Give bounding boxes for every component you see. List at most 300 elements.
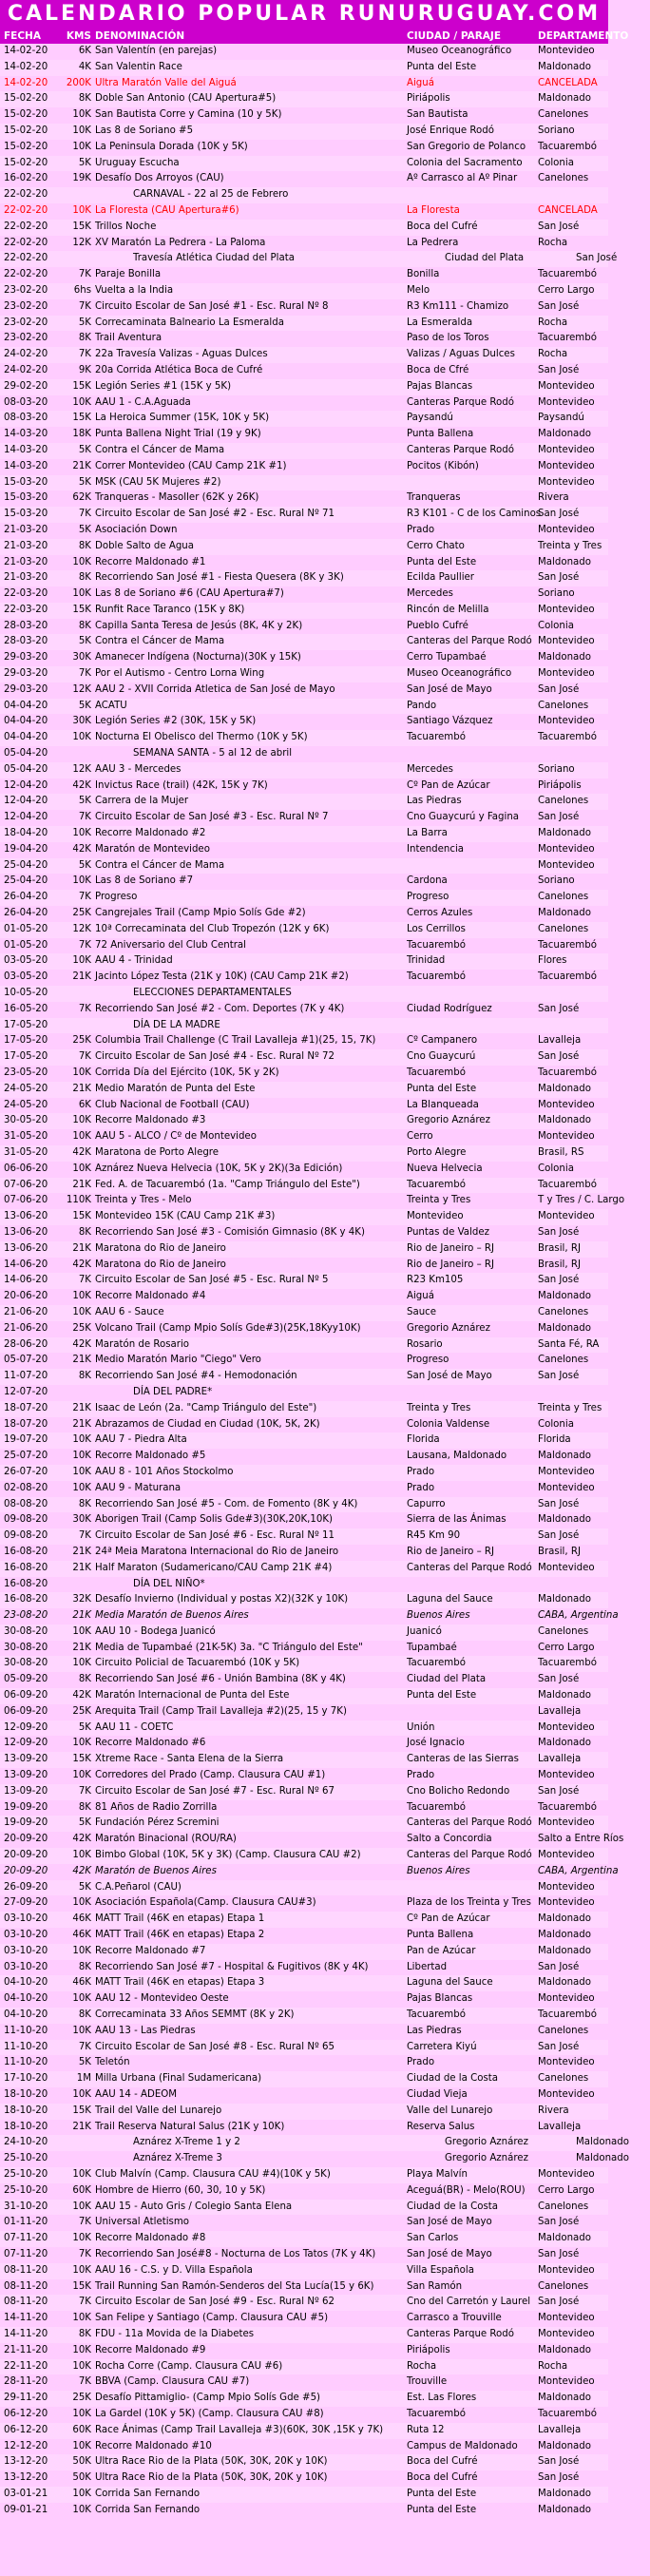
event-km: 10K <box>72 1131 91 1143</box>
event-km: 5K <box>78 636 91 647</box>
event-dept: Montevideo <box>538 604 595 615</box>
event-date: 11-10-20 <box>4 2041 48 2052</box>
event-km: 6K <box>78 46 91 56</box>
event-dept: Maldonado <box>538 1451 591 1462</box>
event-km: 10K <box>72 1306 91 1317</box>
table-row <box>0 970 608 986</box>
event-place: Boca del Cufré <box>407 2456 478 2468</box>
event-dept: Montevideo <box>538 1131 595 1143</box>
event-place: San José de Mayo <box>407 2248 492 2259</box>
event-dept: Canelones <box>538 1625 589 1637</box>
table-row <box>0 2151 629 2167</box>
event-date: 31-05-20 <box>4 1146 48 1158</box>
table-row <box>0 124 608 140</box>
event-dept <box>576 1385 650 1401</box>
event-km: 10K <box>72 2313 91 2324</box>
event-dept: T y Tres / C. Largo <box>538 1195 625 1206</box>
table-row <box>0 1688 608 1704</box>
event-place: Cno Bolicho Redondo <box>407 1785 510 1797</box>
event-date: 03-01-21 <box>4 2488 48 2499</box>
event-date: 24-10-20 <box>4 2137 48 2148</box>
event-dept: Rocha <box>538 2360 568 2372</box>
event-place: José Enrique Rodó <box>407 125 494 136</box>
event-dept: Rocha <box>538 237 568 248</box>
event-name: Doble Salto de Agua <box>95 540 194 551</box>
event-km: 12K <box>72 237 91 248</box>
event-date: 07-06-20 <box>4 1195 48 1206</box>
event-date: 06-12-20 <box>4 2408 48 2419</box>
event-place: Tupambaé <box>407 1642 457 1653</box>
event-name: DÍA DEL PADRE* <box>133 1386 213 1397</box>
event-km: 8K <box>78 1226 91 1238</box>
event-dept: Montevideo <box>538 1482 595 1493</box>
event-km: 7K <box>78 939 91 951</box>
event-place: Cerro Chato <box>407 540 465 551</box>
event-name: DÍA DEL NIÑO* <box>133 1578 205 1589</box>
event-dept: Florida <box>538 1434 571 1446</box>
table-row <box>0 1864 619 1880</box>
event-km: 10K <box>72 1067 91 1078</box>
event-place: Punta del Este <box>407 556 477 567</box>
event-name: CARNAVAL - 22 al 25 de Febrero <box>133 189 289 201</box>
event-dept: San José <box>538 2297 580 2308</box>
event-name: ELECCIONES DEPARTAMENTALES <box>133 988 292 999</box>
event-name: Nocturna El Obelisco del Thermo (10K y 5K) <box>95 732 308 743</box>
event-dept: Maldonado <box>538 1083 591 1094</box>
event-place: Tacuarembó <box>407 732 466 743</box>
event-place: Piriápolis <box>407 93 450 105</box>
event-place: San José de Mayo <box>407 683 492 695</box>
table-row <box>0 443 608 459</box>
table-row <box>0 2407 608 2423</box>
event-km: 21K <box>72 1242 91 1254</box>
event-name: Maratón de Rosario <box>95 1338 190 1350</box>
event-place: Buenos Aires <box>407 1865 470 1876</box>
event-name: Progreso <box>95 892 138 903</box>
event-dept: Canelones <box>538 923 589 934</box>
event-place: Prado <box>407 524 435 535</box>
event-dept: Canelones <box>538 2025 589 2036</box>
table-row <box>0 1672 608 1688</box>
event-place: Buenos Aires <box>407 1610 470 1622</box>
event-date: 18-10-20 <box>4 2089 48 2100</box>
event-name: AAU 1 - C.A.Aguada <box>95 396 191 408</box>
event-place: Colonia Valdense <box>407 1418 490 1430</box>
event-place: Valizas / Aguas Dulces <box>407 349 515 360</box>
event-name: C.A.Peñarol (CAU) <box>95 1881 182 1893</box>
event-name: 24ª Meia Maratona Internacional do Rio de Janeiro <box>95 1546 339 1557</box>
event-dept: Brasil, RS <box>538 1146 584 1158</box>
table-row <box>0 331 608 347</box>
table-row <box>0 187 608 203</box>
event-date: 22-02-20 <box>4 253 48 264</box>
event-dept: Montevideo <box>538 2264 595 2276</box>
table-row <box>0 395 608 412</box>
event-km: 60K <box>72 2184 91 2196</box>
event-place: La Blanqueada <box>407 1099 479 1110</box>
table-row <box>0 507 608 523</box>
event-date: 13-09-20 <box>4 1754 48 1765</box>
table-row <box>0 2071 608 2087</box>
event-dept: Rocha <box>538 349 568 360</box>
event-date: 29-11-20 <box>4 2393 48 2404</box>
table-row <box>0 459 608 475</box>
event-km: 8K <box>78 540 91 551</box>
event-km: 5K <box>78 476 91 488</box>
event-name: AAU 9 - Maturana <box>95 1482 182 1493</box>
event-dept: Montevideo <box>538 524 595 535</box>
event-date: 25-04-20 <box>4 859 48 871</box>
table-row <box>0 1178 608 1194</box>
event-place: Est. Las Flores <box>407 2393 477 2404</box>
event-km: 30K <box>72 1514 91 1526</box>
table-row <box>0 107 608 124</box>
event-km: 6hs <box>73 284 91 296</box>
event-km: 10K <box>72 2264 91 2276</box>
event-dept: Montevideo <box>538 1897 595 1909</box>
table-row <box>0 2454 608 2470</box>
event-place: Laguna del Sauce <box>407 1977 493 1989</box>
event-name: Circuito Escolar de San José #5 - Esc. Rural Nº 5 <box>95 1275 329 1286</box>
table-row <box>0 2487 608 2503</box>
event-name: Circuito Escolar de San José #7 - Esc. Rural Nº 67 <box>95 1785 335 1797</box>
event-dept <box>576 986 650 1002</box>
event-name: Las 8 de Soriano #7 <box>95 875 194 887</box>
event-place: Canteras Parque Rodó <box>407 396 514 408</box>
event-name: Punta Ballena Night Trial (19 y 9K) <box>95 429 261 440</box>
event-name: Fundación Pérez Scremini <box>95 1817 220 1829</box>
event-dept: San José <box>538 2248 580 2259</box>
event-date: 15-03-20 <box>4 476 48 488</box>
event-place: Cno Guaycurú <box>407 1051 476 1063</box>
event-date: 14-03-20 <box>4 460 48 471</box>
event-dept: San José <box>538 1498 580 1509</box>
event-name: San Felipe y Santiago (Camp. Clausura CAU #5) <box>95 2313 329 2324</box>
event-name: Circuito Escolar de San José #8 - Esc. Rural Nº 65 <box>95 2041 335 2052</box>
event-km: 19K <box>72 173 91 184</box>
event-date: 24-02-20 <box>4 364 48 375</box>
event-date: 08-11-20 <box>4 2264 48 2276</box>
event-km: 42K <box>72 1690 91 1701</box>
table-row <box>0 810 608 826</box>
table-row <box>0 299 608 316</box>
event-km <box>53 2135 95 2151</box>
event-km: 6K <box>78 1099 91 1110</box>
event-km: 62K <box>72 492 91 504</box>
event-name: Recorre Maldonado #2 <box>95 828 206 839</box>
event-dept: Cerro Largo <box>538 2184 595 2196</box>
event-km: 21K <box>72 1179 91 1190</box>
event-name: La Floresta (CAU Apertura#6) <box>95 204 239 216</box>
table-row <box>0 2391 608 2407</box>
event-date: 13-09-20 <box>4 1785 48 1797</box>
table-row <box>0 2008 608 2024</box>
event-dept: Montevideo <box>538 843 595 855</box>
event-name: Trail del Valle del Lunarejo <box>95 2105 222 2116</box>
event-dept: Montevideo <box>538 1993 595 2005</box>
event-km: 8K <box>78 620 91 631</box>
event-date: 14-11-20 <box>4 2313 48 2324</box>
event-name: Correcaminata Balneario La Esmeralda <box>95 317 284 328</box>
event-km: 10K <box>72 1993 91 2005</box>
event-place: Rincón de Melilla <box>407 604 489 615</box>
event-date: 14-02-20 <box>4 46 48 56</box>
table-row <box>0 203 608 220</box>
event-place: Aiguá <box>407 77 434 88</box>
event-date: 12-04-20 <box>4 779 48 791</box>
event-date: 23-02-20 <box>4 333 48 344</box>
event-place: Progreso <box>407 1355 449 1366</box>
event-name: DÍA DE LA MADRE <box>133 1019 220 1030</box>
event-place: Unión <box>407 1721 435 1733</box>
event-km: 5K <box>78 796 91 807</box>
event-date: 25-04-20 <box>4 875 48 887</box>
event-date: 25-10-20 <box>4 2184 48 2196</box>
event-name: Aborigen Trail (Camp Solis Gde#3)(30K,20K,10K) <box>95 1514 334 1526</box>
event-name: AAU 2 - XVII Corrida Atletica de San José de Mayo <box>95 683 335 695</box>
table-row <box>0 2279 608 2296</box>
event-place: Tacuarembó <box>407 939 466 951</box>
event-name: Maratona do Rio de Janeiro <box>95 1242 226 1254</box>
event-place: Tacuarembó <box>407 2009 466 2021</box>
event-name: San Valentin Race <box>95 61 182 72</box>
event-date: 14-11-20 <box>4 2328 48 2339</box>
event-name: Hombre de Hierro (60, 30, 10 y 5K) <box>95 2184 266 2196</box>
event-place: Canteras del Parque Rodó <box>407 636 532 647</box>
event-km: 8K <box>78 1961 91 1972</box>
event-dept: Maldonado <box>538 1115 591 1126</box>
event-date: 22-03-20 <box>4 604 48 615</box>
event-km: 25K <box>72 908 91 919</box>
event-dept: Santa Fé, RA <box>538 1338 600 1350</box>
table-row <box>0 1066 608 1082</box>
table-row <box>0 634 608 650</box>
event-name: Legión Series #1 (15K y 5K) <box>95 380 232 392</box>
event-date: 15-03-20 <box>4 492 48 504</box>
event-name: Recorriendo San José #4 - Hemodonación <box>95 1371 297 1382</box>
event-place: Plaza de los Treinta y Tres <box>407 1897 531 1909</box>
event-date: 03-10-20 <box>4 1961 48 1972</box>
table-row <box>0 1975 608 1991</box>
event-name: Maratona do Rio de Janeiro <box>95 1259 226 1270</box>
event-date: 25-07-20 <box>4 1451 48 1462</box>
table-row <box>0 1465 608 1481</box>
event-dept: San José <box>576 253 618 264</box>
event-place: Punta del Este <box>407 61 477 72</box>
table-row <box>0 1768 608 1784</box>
event-place <box>445 1385 576 1401</box>
event-place: Canteras Parque Rodó <box>407 2328 514 2339</box>
event-name: Carrera de la Mujer <box>95 796 189 807</box>
table-row <box>0 1049 608 1066</box>
table-row <box>0 2247 608 2263</box>
event-dept: Montevideo <box>538 2313 595 2324</box>
event-date: 21-06-20 <box>4 1322 48 1334</box>
event-dept: Maldonado <box>538 1738 591 1749</box>
event-dept: San José <box>538 221 580 232</box>
event-dept: San José <box>538 812 580 823</box>
event-place: Trouville <box>407 2376 448 2388</box>
event-name: Maratón de Montevideo <box>95 843 210 855</box>
table-row <box>0 1848 608 1864</box>
event-name: AAU 8 - 101 Años Stockolmo <box>95 1466 234 1477</box>
event-km: 5K <box>78 700 91 711</box>
event-dept: Soriano <box>538 763 575 775</box>
event-place: Boca del Cufré <box>407 2472 478 2484</box>
event-km: 10K <box>72 2488 91 2499</box>
event-date: 07-11-20 <box>4 2248 48 2259</box>
event-place: Capurro <box>407 1498 446 1509</box>
table-row <box>0 76 608 92</box>
event-km <box>53 986 95 1002</box>
event-dept: Montevideo <box>538 716 595 727</box>
table-row <box>0 267 608 283</box>
event-place: Canteras del Parque Rodó <box>407 1850 532 1861</box>
event-date: 28-03-20 <box>4 620 48 631</box>
event-dept: Brasil, RJ <box>538 1546 581 1557</box>
event-km: 7K <box>78 668 91 680</box>
event-name: La Peninsula Dorada (10K y 5K) <box>95 141 248 152</box>
table-row <box>0 1528 608 1545</box>
event-place: San Carlos <box>407 2233 459 2244</box>
event-km: 7K <box>78 269 91 280</box>
event-name: Half Maraton (Sudamericano/CAU Camp 21K #4) <box>95 1562 333 1573</box>
event-date: 05-04-20 <box>4 763 48 775</box>
event-dept: Lavalleja <box>538 1035 582 1047</box>
event-km: 15K <box>72 2105 91 2116</box>
event-km: 10K <box>72 732 91 743</box>
table-row <box>0 1832 624 1848</box>
event-km: 12K <box>72 763 91 775</box>
event-place: Ciudad Rodríguez <box>407 1003 492 1014</box>
event-date: 15-02-20 <box>4 141 48 152</box>
event-date: 18-07-20 <box>4 1418 48 1430</box>
event-name: Media de Tupambaé (21K-5K) 3a. "C Triángulo del Este" <box>95 1642 363 1653</box>
event-dept <box>576 746 650 762</box>
table-row <box>0 1497 608 1513</box>
event-dept: Tacuarembó <box>538 1658 597 1669</box>
event-dept: Tacuarembó <box>538 2408 597 2419</box>
event-km: 46K <box>72 1930 91 1941</box>
event-date: 28-03-20 <box>4 636 48 647</box>
event-km: 42K <box>72 1146 91 1158</box>
event-km: 21K <box>72 1402 91 1413</box>
event-km: 10K <box>72 2504 91 2515</box>
table-row <box>0 1577 608 1593</box>
event-date: 11-10-20 <box>4 2025 48 2036</box>
event-place: Aceguá(BR) - Melo(ROU) <box>407 2184 526 2196</box>
event-name: BBVA (Camp. Clausura CAU #7) <box>95 2376 250 2388</box>
event-name: Recorre Maldonado #7 <box>95 1945 206 1956</box>
event-place: Playa Malvín <box>407 2168 468 2180</box>
event-dept: San José <box>538 1530 580 1542</box>
event-place: R45 Km 90 <box>407 1530 461 1542</box>
table-row <box>0 44 608 60</box>
event-dept: Montevideo <box>538 1099 595 1110</box>
event-km: 42K <box>72 1338 91 1350</box>
event-name: Maratón de Buenos Aires <box>95 1865 217 1876</box>
event-date: 13-12-20 <box>4 2456 48 2468</box>
event-km: 42K <box>72 1834 91 1845</box>
event-date: 13-06-20 <box>4 1211 48 1222</box>
event-date: 15-02-20 <box>4 109 48 121</box>
event-name: Correr Montevideo (CAU Camp 21K #1) <box>95 460 287 471</box>
event-name: Correcaminata 33 Años SEMMT (8K y 2K) <box>95 2009 295 2021</box>
event-place: Salto a Concordia <box>407 1834 492 1845</box>
table-row <box>0 1912 608 1928</box>
event-km: 5K <box>78 1881 91 1893</box>
event-name: Recorriendo San José #7 - Hospital & Fugitivos (8K y 4K) <box>95 1961 369 1972</box>
table-row <box>0 1225 608 1241</box>
event-km: 15K <box>72 221 91 232</box>
event-name: Corrida Día del Ejército (10K, 5K y 2K) <box>95 1067 279 1078</box>
event-km: 110K <box>66 1195 91 1206</box>
event-km: 5K <box>78 1817 91 1829</box>
event-place: Gregorio Aznárez <box>445 2137 528 2148</box>
table-row <box>0 60 608 76</box>
event-place: R3 Km111 - Chamizo <box>407 300 509 312</box>
event-name: Trail Aventura <box>95 333 162 344</box>
event-dept: Maldonado <box>538 1977 591 1989</box>
event-name: 10ª Correcaminata del Club Tropezón (12K y 6K) <box>95 923 330 934</box>
event-dept: Montevideo <box>538 476 595 488</box>
event-km: 10K <box>72 2408 91 2419</box>
table-row <box>0 2055 608 2071</box>
event-name: Legión Series #2 (30K, 15K y 5K) <box>95 716 257 727</box>
event-name: Doble San Antonio (CAU Apertura#5) <box>95 93 277 105</box>
table-row <box>0 619 608 635</box>
event-date: 17-10-20 <box>4 2073 48 2085</box>
event-date: 27-09-20 <box>4 1897 48 1909</box>
event-name: Trail Running San Ramón-Senderos del Sta Lucía(15 y 6K) <box>95 2280 374 2292</box>
event-place: Cerro <box>407 1131 433 1143</box>
event-name: Contra el Cáncer de Mama <box>95 636 225 647</box>
event-date: 01-05-20 <box>4 939 48 951</box>
event-dept: Tacuarembó <box>538 1067 597 1078</box>
event-date: 29-03-20 <box>4 652 48 663</box>
table-row <box>0 1033 608 1049</box>
event-km: 7K <box>78 349 91 360</box>
event-dept: San José <box>538 1226 580 1238</box>
event-dept: Canelones <box>538 2201 589 2212</box>
event-place: José Ignacio <box>407 1738 465 1749</box>
event-dept: Cerro Largo <box>538 1642 595 1653</box>
event-dept: Cerro Largo <box>538 284 595 296</box>
event-date: 31-05-20 <box>4 1131 48 1143</box>
event-date: 08-03-20 <box>4 413 48 424</box>
event-date: 23-05-20 <box>4 1067 48 1078</box>
table-row <box>0 1002 608 1018</box>
event-date: 09-08-20 <box>4 1530 48 1542</box>
event-dept: Colonia <box>538 157 574 168</box>
event-dept: Montevideo <box>538 2057 595 2068</box>
event-name: FDU - 11a Movida de la Diabetes <box>95 2328 255 2339</box>
table-row <box>0 1273 608 1289</box>
table-row <box>0 666 608 682</box>
event-date: 14-03-20 <box>4 429 48 440</box>
event-date: 06-12-20 <box>4 2424 48 2435</box>
event-date: 05-07-20 <box>4 1355 48 1366</box>
event-dept: Lavalleja <box>538 1705 582 1717</box>
event-km: 30K <box>72 652 91 663</box>
event-name: Recorriendo San José #1 - Fiesta Quesera (8K y 3K) <box>95 572 344 584</box>
table-row <box>0 1449 608 1465</box>
event-date: 24-02-20 <box>4 349 48 360</box>
event-dept: Lavalleja <box>538 2424 582 2435</box>
event-km: 32K <box>72 1594 91 1605</box>
event-place: Punta del Este <box>407 2488 477 2499</box>
event-place: Prado <box>407 1770 435 1781</box>
